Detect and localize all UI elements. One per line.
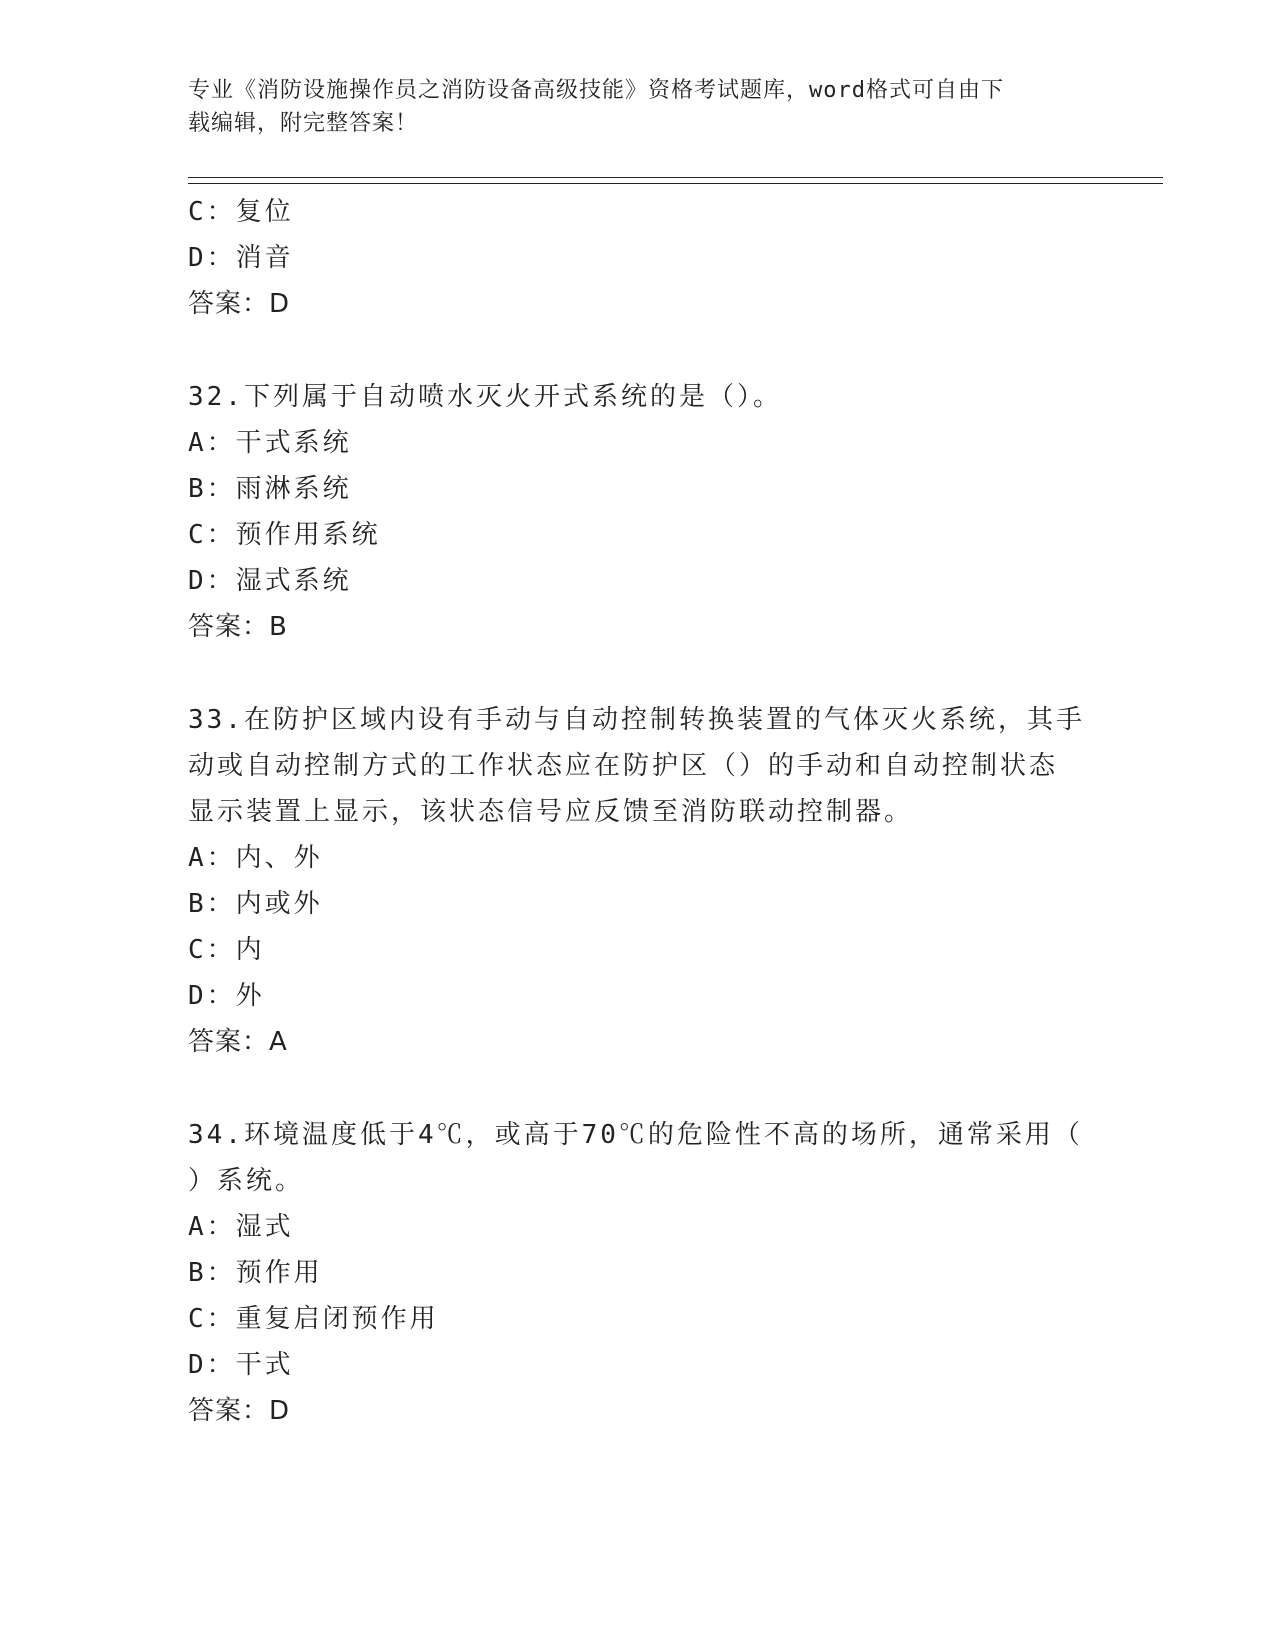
option-c: C：重复启闭预作用 [188, 1304, 439, 1334]
document-header [188, 74, 1088, 140]
question-stem: 32.下列属于自动喷水灭火开式系统的是（）。 [188, 382, 782, 412]
question-stem: ）系统。 [188, 1166, 305, 1196]
question-stem: 34.环境温度低于4℃，或高于70℃的危险性不高的场所，通常采用（ [188, 1120, 1083, 1150]
question-stem: 显示装置上显示，该状态信号应反馈至消防联动控制器。 [188, 797, 914, 827]
answer-line: 答案：D [188, 289, 291, 319]
option-b: B：内或外 [188, 889, 323, 919]
option-d: D：干式 [188, 1350, 294, 1380]
option-b: B：预作用 [188, 1258, 323, 1288]
option-c: C：预作用系统 [188, 520, 381, 550]
answer-line: 答案：B [188, 612, 288, 642]
option-d: D：外 [188, 981, 265, 1011]
header-line-1: 专业《消防设施操作员之消防设备高级技能》资格考试题库，word格式可自由下 [188, 78, 1004, 103]
option-a: A：内、外 [188, 843, 323, 873]
option-c: C：内 [188, 935, 265, 965]
option-c: C：复位 [188, 197, 294, 227]
question-stem: 33.在防护区域内设有手动与自动控制转换装置的气体灭火系统，其手 [188, 705, 1085, 735]
header-divider-bottom [188, 183, 1163, 184]
option-d: D：消音 [188, 243, 294, 273]
option-a: A：湿式 [188, 1212, 294, 1242]
option-b: B：雨淋系统 [188, 474, 352, 504]
answer-line: 答案：A [188, 1027, 288, 1057]
header-line-2: 载编辑，附完整答案！ [188, 111, 419, 136]
option-a: A：干式系统 [188, 428, 352, 458]
header-divider-top [188, 177, 1163, 178]
question-stem: 动或自动控制方式的工作状态应在防护区（）的手动和自动控制状态 [188, 751, 1059, 781]
answer-line: 答案：D [188, 1396, 291, 1426]
option-d: D：湿式系统 [188, 566, 352, 596]
